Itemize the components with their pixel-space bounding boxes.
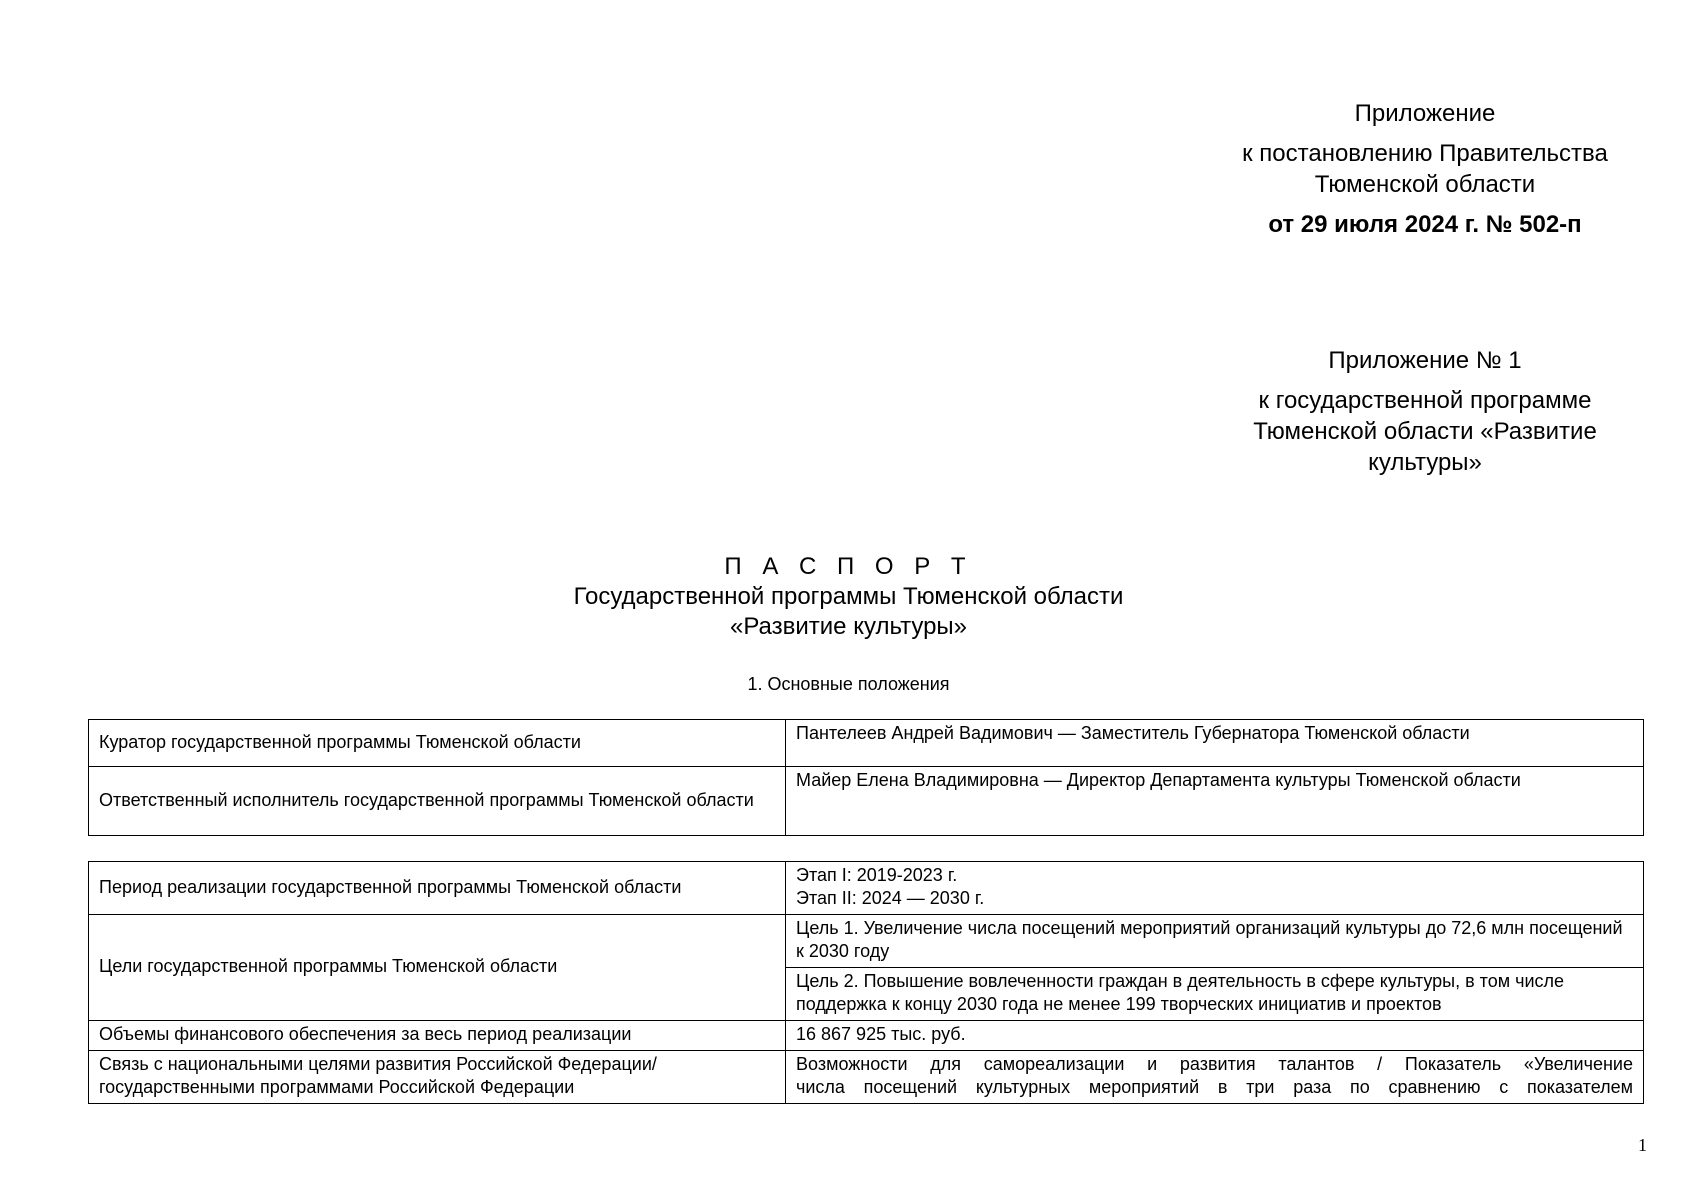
table-row xyxy=(89,915,1644,968)
national-goals-label: Связь с национальными целями развития Российской Федерации/ государственными программами Российской Федерации xyxy=(89,1051,786,1104)
period-stage: Этап I: 2019-2023 г. xyxy=(796,865,958,885)
appendix-block-resolution xyxy=(1195,98,1655,240)
appendix-line: к государственной программе xyxy=(1258,387,1592,414)
curator-value: Пантелеев Андрей Вадимович — Заместитель Губернатора Тюменской области xyxy=(786,720,1644,767)
passport-title xyxy=(0,552,1697,642)
resolution-date-number: от 29 июля 2024 г. № 502-п xyxy=(1268,211,1582,238)
appendix-title: Приложение № 1 xyxy=(1328,347,1522,374)
table-row xyxy=(89,862,1644,915)
program-details-table xyxy=(88,861,1644,1104)
appendix-line: Тюменской области «Развитие xyxy=(1253,418,1597,445)
period-stage: Этап II: 2024 — 2030 г. xyxy=(796,888,985,908)
passport-subtitle: «Развитие культуры» xyxy=(729,613,968,640)
table-row xyxy=(89,1021,1644,1051)
section-title: 1. Основные положения xyxy=(747,674,950,694)
appendix-block-program xyxy=(1195,345,1655,478)
table-row xyxy=(89,720,1644,767)
period-label: Период реализации государственной программы Тюменской области xyxy=(89,862,786,915)
page-number: 1 xyxy=(1638,1135,1647,1155)
executor-value: Майер Елена Владимировна — Директор Департамента культуры Тюменской области xyxy=(786,767,1644,836)
goals-label: Цели государственной программы Тюменской области xyxy=(89,915,786,1021)
national-goals-line: Возможности для самореализации и развития талантов / Показатель «Увеличение xyxy=(796,1054,1633,1074)
appendix-line: к постановлению Правительства xyxy=(1242,140,1608,167)
national-goals-line: числа посещений культурных мероприятий в три раза по сравнению с показателем xyxy=(796,1077,1633,1097)
appendix-line: Тюменской области xyxy=(1314,171,1536,198)
funding-value: 16 867 925 тыс. руб. xyxy=(786,1021,1644,1051)
main-provisions-table xyxy=(88,719,1644,836)
appendix-line: культуры» xyxy=(1368,449,1482,476)
goal-item: Цель 1. Увеличение числа посещений мероприятий организаций культуры до 72,6 млн посещений к 2030 году xyxy=(786,915,1644,968)
curator-label: Куратор государственной программы Тюменской области xyxy=(89,720,786,767)
national-goals-value xyxy=(786,1051,1644,1104)
period-value xyxy=(786,862,1644,915)
table-row xyxy=(89,1051,1644,1104)
appendix-title: Приложение xyxy=(1354,100,1496,127)
funding-label: Объемы финансового обеспечения за весь период реализации xyxy=(89,1021,786,1051)
passport-heading: П А С П О Р Т xyxy=(724,553,973,580)
passport-subtitle: Государственной программы Тюменской области xyxy=(573,583,1124,610)
goal-item: Цель 2. Повышение вовлеченности граждан в деятельность в сфере культуры, в том числе поддержка к концу 2030 года не менее 199 творческих инициатив и проектов xyxy=(786,968,1644,1021)
executor-label: Ответственный исполнитель государственной программы Тюменской области xyxy=(89,767,786,836)
table-row xyxy=(89,767,1644,836)
